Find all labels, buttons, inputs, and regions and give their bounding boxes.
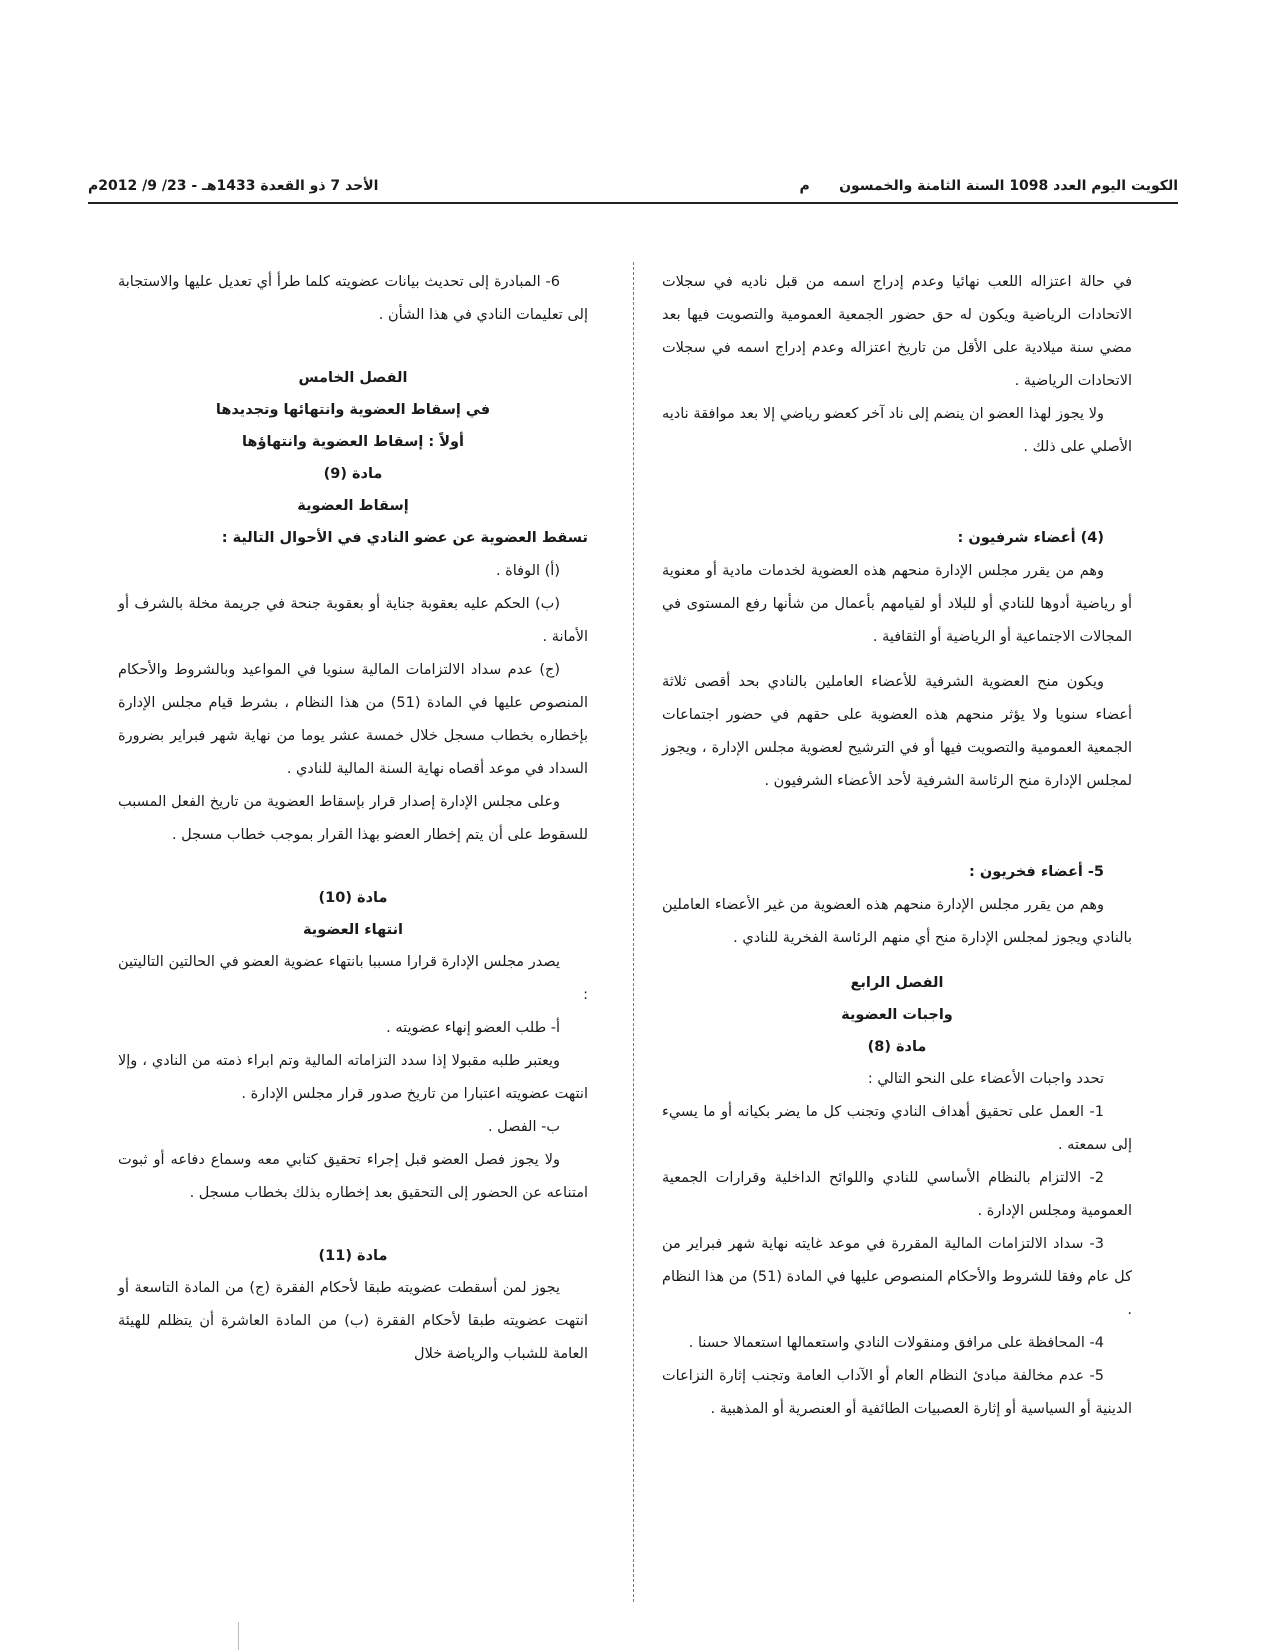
chapter-subtitle: في إسقاط العضوية وانتهائها وتجديدها — [215, 402, 491, 418]
header-date: الأحد 7 ذو القعدة 1433هـ - 23/ 9/ 2012م — [88, 178, 379, 194]
right-column — [662, 266, 1132, 1426]
list-item: 3- سداد الالتزامات المالية المقررة في موعد غايته نهاية شهر فبراير من كل عام وفقا للشروط والأحكام المنصوص عليها في المادة (51) من هذا النظام . — [662, 1236, 1132, 1318]
article-subtitle: انتهاء العضوية — [302, 922, 404, 938]
paragraph: تحدد واجبات الأعضاء على النحو التالي : — [867, 1071, 1104, 1087]
header-gazette-issue: الكويت اليوم العدد 1098 السنة الثامنة والخمسون م — [799, 178, 1178, 194]
list-item: (أ) الوفاة . — [495, 563, 560, 579]
chapter-subtitle: واجبات العضوية — [841, 1007, 953, 1023]
paragraph: يصدر مجلس الإدارة قرارا مسببا بانتهاء عضوية العضو في الحالتين التاليتين : — [118, 954, 588, 1003]
list-item: 4- المحافظة على مرافق ومنقولات النادي واستعمالها استعمالا حسنا . — [688, 1335, 1104, 1351]
chapter-title: الفصل الرابع — [850, 975, 944, 991]
paragraph: تسقط العضوية عن عضو النادي في الأحوال التالية : — [221, 530, 588, 546]
paragraph: ويعتبر طلبه مقبولا إذا سدد التزاماته المالية وتم ابراء ذمته من النادي ، وإلا انتهت عضويته اعتبارا من تاريخ صدور قرار مجلس الإدارة . — [118, 1053, 588, 1102]
list-item: أ- طلب العضو إنهاء عضويته . — [386, 1020, 560, 1036]
article-title: مادة (8) — [867, 1039, 927, 1055]
section-subheading: (4) أعضاء شرفيون : — [957, 530, 1104, 546]
list-item: (ج) عدم سداد الالتزامات المالية سنويا في المواعيد وبالشروط والأحكام المنصوص عليها في المادة (51) من هذا النظام ، بشرط قيام مجلس الإدارة بإخطاره بخطاب مسجل خلال خمسة عشر يوما من نهاية شهر فبراير بضرورة السداد في موعد أقصاه نهاية السنة المالية للنادي . — [118, 662, 588, 777]
column-divider — [633, 262, 634, 1602]
page-header — [88, 178, 1178, 204]
article-title: مادة (9) — [323, 466, 383, 482]
paragraph: وهم من يقرر مجلس الإدارة منحهم هذه العضوية من غير الأعضاء العاملين بالنادي ويجوز لمجلس الإدارة منح أي منهم الرئاسة الفخرية للنادي . — [662, 897, 1132, 946]
paragraph: وعلى مجلس الإدارة إصدار قرار بإسقاط العضوية من تاريخ الفعل المسبب للسقوط على أن يتم إخطار العضو بهذا القرار بموجب خطاب مسجل . — [118, 794, 588, 843]
paragraph: يجوز لمن أسقطت عضويته طبقا لأحكام الفقرة (ج) من المادة التاسعة أو انتهت عضويته طبقا لأحكام الفقرة (ب) من المادة العاشرة أن يتظلم للهيئة العامة للشباب والرياضة خلال — [118, 1280, 588, 1362]
paragraph: ويكون منح العضوية الشرفية للأعضاء العاملين بالنادي بحد أقصى ثلاثة أعضاء سنويا ولا يؤثر منحهم هذه العضوية على حقهم في حضور اجتماعات الجمعية العمومية والتصويت فيها أو في الترشيح لعضوية مجلس الإدارة ، ويجوز لمجلس الإدارة منح الرئاسة الشرفية لأحد الأعضاء الشرفيون . — [662, 674, 1132, 789]
left-column — [118, 266, 588, 1371]
paragraph: ولا يجوز فصل العضو قبل إجراء تحقيق كتابي معه وسماع دفاعه أو ثبوت امتناعه عن الحضور إلى التحقيق بعد إخطاره بذلك بخطاب مسجل . — [118, 1152, 588, 1201]
scan-edge-mark — [238, 1622, 239, 1650]
paragraph: ولا يجوز لهذا العضو ان ينضم إلى ناد آخر كعضو رياضي إلا بعد موافقة ناديه الأصلي على ذلك . — [662, 406, 1132, 455]
list-item: (ب) الحكم عليه بعقوبة جناية أو بعقوبة جنحة في جريمة مخلة بالشرف أو الأمانة . — [118, 596, 588, 645]
article-title: مادة (11) — [318, 1248, 388, 1264]
list-item: 1- العمل على تحقيق أهداف النادي وتجنب كل ما يضر بكيانه أو ما يسيء إلى سمعته . — [662, 1104, 1132, 1153]
article-title: مادة (10) — [318, 890, 388, 906]
paragraph: في حالة اعتزاله اللعب نهائيا وعدم إدراج اسمه من قبل ناديه في سجلات الاتحادات الرياضية ويكون له حق حضور الجمعية العمومية والتصويت فيها بعد مضي سنة ميلادية على الأقل من تاريخ اعتزاله وعدم إدراج اسمه في سجلات الاتحادات الرياضية . — [662, 274, 1132, 389]
section-subheading: 5- أعضاء فخريون : — [969, 864, 1104, 880]
list-item: 6- المبادرة إلى تحديث بيانات عضويته كلما طرأ أي تعديل عليها والاستجابة إلى تعليمات النادي في هذا الشأن . — [118, 274, 588, 323]
list-item: ب- الفصل . — [487, 1119, 560, 1135]
chapter-title: الفصل الخامس — [298, 370, 408, 386]
article-subtitle: إسقاط العضوية — [297, 498, 409, 514]
part-title: أولاً : إسقاط العضوية وانتهاؤها — [241, 434, 465, 450]
list-item: 2- الالتزام بالنظام الأساسي للنادي واللوائح الداخلية وقرارات الجمعية العمومية ومجلس الإدارة . — [662, 1170, 1132, 1219]
paragraph: وهم من يقرر مجلس الإدارة منحهم هذه العضوية لخدمات مادية أو معنوية أو رياضية أدوها للنادي أو للبلاد أو لقيامهم بأعمال من شأنها رفع المستوى في المجالات الاجتماعية أو الرياضية أو الثقافية . — [662, 563, 1132, 645]
list-item: 5- عدم مخالفة مبادئ النظام العام أو الآداب العامة وتجنب إثارة النزاعات الدينية أو السياسية أو إثارة العصبيات الطائفية أو العنصرية أو المذهبية . — [662, 1368, 1132, 1417]
